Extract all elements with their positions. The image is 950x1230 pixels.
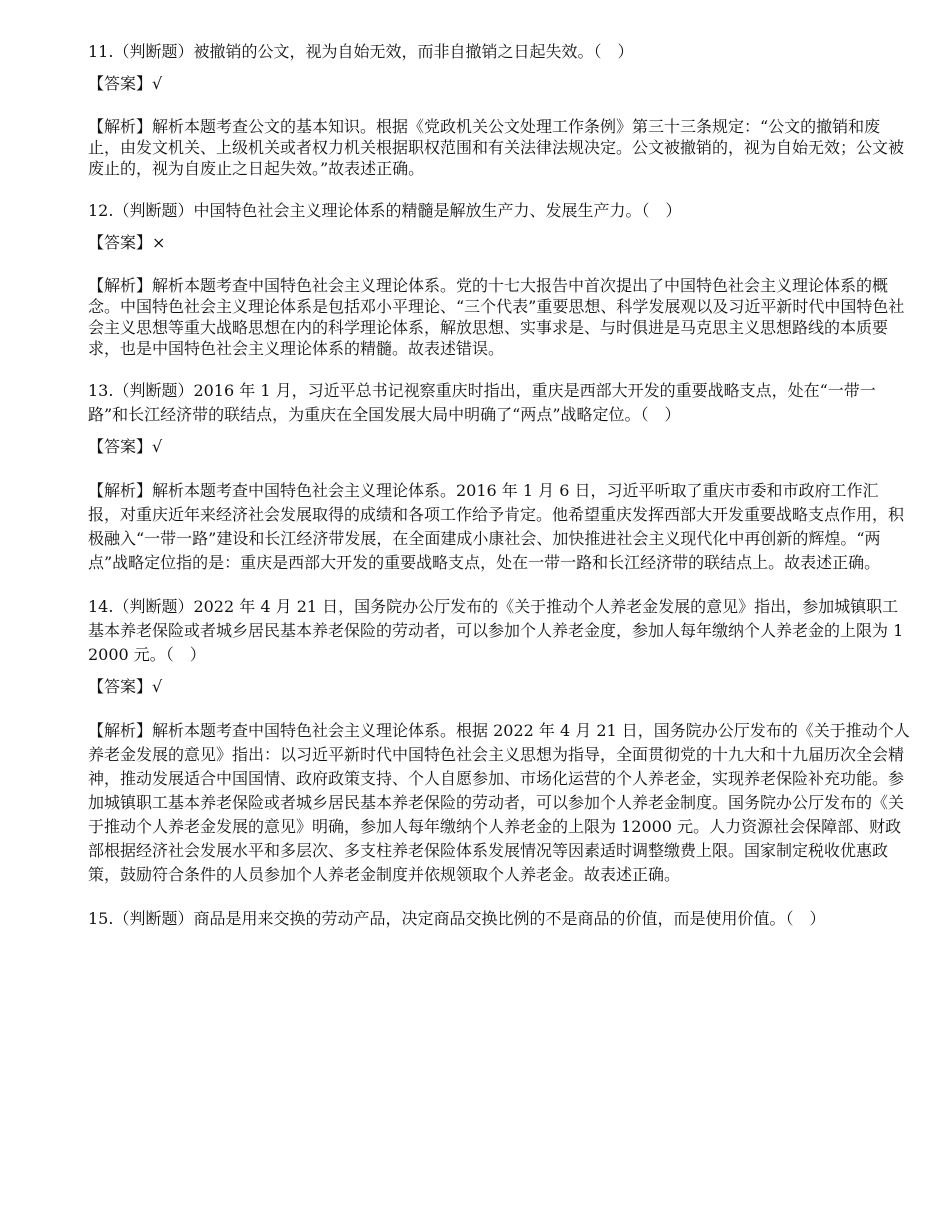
question-12: 12.（判断题）中国特色社会主义理论体系的精髓是解放生产力、发展生产力。（ ）: [88, 201, 682, 220]
answer-13: 【答案】√: [88, 437, 163, 456]
answer-11: 【答案】√: [88, 74, 163, 93]
answer-14: 【答案】√: [88, 677, 163, 696]
document-page: [88, 40, 910, 939]
analysis-11: 【解析】解析本题考查公文的基本知识。根据《党政机关公文处理工作条例》第三十三条规定：“公文的撤销和废止，由发文机关、上级机关或者权力机关根据职权范围和有关法律法规决定。公文被撤销的，视为自始无效；公文被废止的，视为自废止之日起失效。”故表述正确。: [88, 117, 905, 178]
analysis-12: 【解析】解析本题考查中国特色社会主义理论体系。党的十七大报告中首次提出了中国特色社会主义理论体系的概念。中国特色社会主义理论体系是包括邓小平理论、“三个代表”重要思想、科学发展观以及习近平新时代中国特色社会主义思想等重大战略思想在内的科学理论体系，解放思想、实事求是、与时俱进是马克思主义思想路线的本质要求，也是中国特色社会主义理论体系的精髓。故表述错误。: [88, 276, 905, 358]
analysis-14: 【解析】解析本题考查中国特色社会主义理论体系。根据 2022 年 4 月 21 日，国务院办公厅发布的《关于推动个人养老金发展的意见》指出：以习近平新时代中国特色社会主义思想为指导，全面贯彻党的十九大和十九届历次全会精神，推动发展适合中国国情、政府政策支持、个人自愿参加、市场化运营的个人养老金，实现养老保险补充功能。参加城镇职工基本养老保险或者城乡居民基本养老保险的劳动者，可以参加个人养老金制度。国务院办公厅发布的《关于推动个人养老金发展的意见》明确，参加人每年缴纳个人养老金的上限为 12000 元。人力资源社会保障部、财政部根据经济社会发展水平和多层次、多支柱养老保险体系发展情况等因素适时调整缴费上限。国家制定税收优惠政策，鼓励符合条件的人员参加个人养老金制度并依规领取个人养老金。故表述正确。: [88, 721, 910, 884]
question-14: 14.（判断题）2022 年 4 月 21 日，国务院办公厅发布的《关于推动个人养老金发展的意见》指出，参加城镇职工基本养老保险或者城乡居民基本养老保险的劳动者，可以参加个人养老金度，参加人每年缴纳个人养老金的上限为 12000 元。（ ）: [88, 597, 904, 664]
question-15: 15.（判断题）商品是用来交换的劳动产品，决定商品交换比例的不是商品的价值，而是使用价值。（ ）: [88, 909, 826, 928]
question-11: 11.（判断题）被撤销的公文，视为自始无效，而非自撤销之日起失效。（ ）: [88, 42, 634, 61]
analysis-13: 【解析】解析本题考查中国特色社会主义理论体系。2016 年 1 月 6 日，习近平听取了重庆市委和市政府工作汇报，对重庆近年来经济社会发展取得的成绩和各项工作给予肯定。他希望重庆发挥西部大开发重要战略支点作用，积极融入“一带一路”建设和长江经济带发展，在全面建成小康社会、加快推进社会主义现代化中再创新的辉煌。“两点”战略定位指的是：重庆是西部大开发的重要战略支点，处在一带一路和长江经济带的联结点上。故表述正确。: [88, 481, 905, 572]
question-13: 13.（判断题）2016 年 1 月，习近平总书记视察重庆时指出，重庆是西部大开发的重要战略支点，处在“一带一路”和长江经济带的联结点，为重庆在全国发展大局中明确了“两点”战略定位。（ ）: [88, 381, 876, 424]
answer-12: 【答案】×: [88, 233, 166, 252]
